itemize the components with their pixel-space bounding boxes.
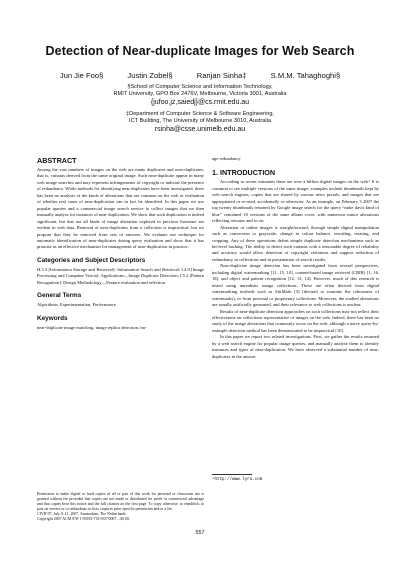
affiliation-line: ICT Building, The University of Melbourne 3010, Australia — [129, 118, 271, 124]
copyright-line: Copyright 2007 ACM 978-1-59593-733-9/07/0007 ...$5.00. — [37, 517, 131, 521]
paper-title: Detection of Near-duplicate Images for Web Search — [45, 44, 355, 58]
author-name: S.M.M. Tahaghoghi§ — [270, 71, 341, 80]
author-email: rsinha@csse.unimelb.edu.au — [154, 126, 246, 133]
introduction-heading: 1. INTRODUCTION — [212, 168, 276, 178]
affiliation-1 — [0, 84, 400, 107]
permission-text: Permission to make digital or hard copies of all or part of this work for personal or classroom use is granted without fee provided that copies are not made or distributed for profit or commercial advantage and that copies bear this notice and the full citation on the first page. To copy otherwise, to republish, to post on servers or to redistribute to lists, requires prior specific permission and/or a fee. — [37, 492, 204, 511]
categories-heading: Categories and Subject Descriptors — [37, 256, 146, 264]
affiliation-2 — [0, 111, 400, 134]
abstract-text: Among the vast numbers of images on the web are many duplicates and near-duplicates, that is, variants derived from the same original image. Such near-duplicate appear in many web image searches and may represent infringements of copyright or indicate the presence of redundancy. While methods for identifying near-duplicates have been investigated, there has been no analysis of the kinds of alterations that are common on the web or evaluation of whether real cases of near-duplication can in fact be identified. In this paper we use popular queries and a commercial image search service to collect images that we then manually analyse for instances of near-duplication. We show that such duplication is indeed significant, but that not all kinds of image alteration explored in previous literature are evident in web data. Removal of near-duplicates from a collection is impractical, but we propose that they be removed from sets of answers. We evaluate our technique for automatic identification of near-duplicates during query evaluation and show that it has promise as an effective mechanism for management of near-duplication in practice. — [37, 167, 205, 250]
general-terms-text: Algorithms, Experimentation, Performance — [37, 302, 116, 308]
right-column — [212, 156, 379, 360]
conference-line: CIVR’07, July 9–11, 2007, Amsterdam, The Netherlands. — [37, 512, 127, 516]
intro-paragraph: Near-duplicate image detection has been investigated from several perspectives, including digital watermarking [11, 15, 10], content-based image retrieval (CBIR) [1, 16, 18], and object and pattern recognition [12, 13, 14]. However, much of this research is tested using unrealistic image collections. These are often derived from digital watermarking testbeds such as StirMark [3] (devised to examine the robustness of watermarks), or from personal or proprietary collections. Moreover, the studied alterations are usually artificially generated, and their relevance to web collections is unclear. — [212, 263, 379, 308]
author-name: Ranjan Sinha‡ — [196, 71, 247, 80]
left-column — [37, 156, 204, 331]
categories-text: H.3.3 [Information Storage and Retrieval]: Information Search and Retrieval; I.4.9 [Image Processing and Computer Vision]: Applications—Image Duplicate Detection; I.5.2 [Pattern Recognition]: Design Methodology—Feature evaluation and selection — [37, 266, 204, 285]
footnote-url: ¹http://www.lyra.com — [212, 478, 263, 482]
intro-paragraph: In this paper we report two related investigations. First, we gather the results returned by a web search engine for popular image queries, and manually analyse them to identify instances and types of near-duplication. We have observed a substantial number of near-duplicates in the answer — [212, 334, 379, 359]
author-name: Jun Jie Foo§ — [59, 71, 104, 80]
intro-paragraph: According to recent estimates there are over a billion digital images on the web.¹ It is common to see multiple versions of the same image; examples include thumbnails kept by web search engines, copies that are shared by various news portals, and images that are appropriated or re-used, accidentally or otherwise. As an example, on February 3 2007 the top twenty thumbnails returned by Google image search for the query “mike davis kind of blue” contained 10 versions of the same album cover, with numerous minor alterations reflecting reissues and so on. — [212, 179, 379, 224]
affiliation-line: ‡Department of Computer Science & Software Engineering, — [125, 111, 274, 117]
permission-block — [37, 492, 204, 522]
author-email: {jufoo,jz,saiedj}@cs.rmit.edu.au — [150, 99, 250, 106]
footnote-rule — [212, 474, 252, 475]
keywords-text: near-duplicate image matching, image replica detection, im- — [37, 324, 147, 330]
general-terms-heading: General Terms — [37, 292, 82, 300]
author-list — [0, 71, 400, 80]
keywords-heading: Keywords — [37, 314, 68, 322]
keywords-continuation: age redundancy — [212, 156, 241, 161]
intro-paragraph: Alteration of online images is straightforward, through simple digital manipulation such as conversion to grayscale, change in colour balance, rescaling, rotating, and cropping. Any of these operations defeat simple duplicate detection mechanisms such as bit-level hashing. The ability to detect such variants with a reasonable degree of reliability and accuracy would allow detection of copyright violations and support reduction of redundancy in collections and in presentation of search results. — [212, 224, 379, 262]
affiliation-line: §School of Computer Science and Information Technology, — [127, 84, 273, 90]
intro-paragraph: Results of near-duplicate detection approaches on such collections may not reflect their effectiveness on collections representative of images on the web. Indeed, there has been no study of the image alterations that commonly occur on the web, although a naive query-by-example detection method has been demonstrated to be impractical [10]. — [212, 308, 379, 333]
abstract-heading: ABSTRACT — [37, 156, 77, 165]
affiliation-line: RMIT University, GPO Box 2476V, Melbourne, Victoria 3001, Australia — [113, 91, 287, 97]
author-name: Justin Zobel§ — [127, 71, 173, 80]
page-number: 557 — [195, 530, 205, 536]
